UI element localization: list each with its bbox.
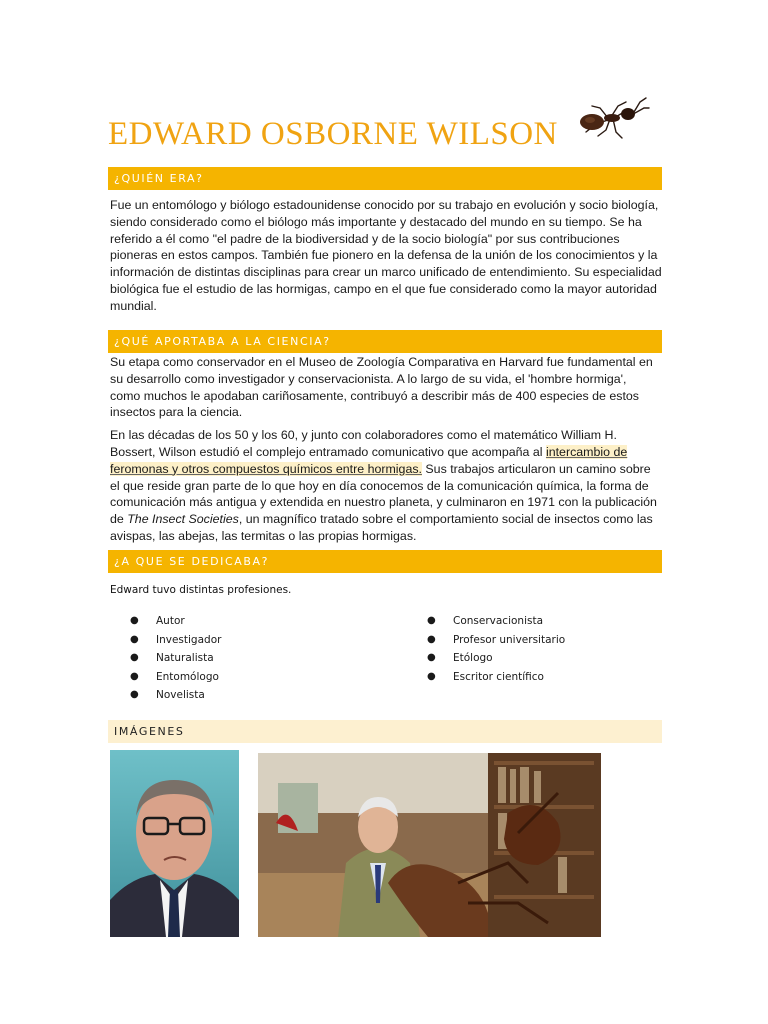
bullet-icon: ● (427, 615, 436, 626)
bullet-icon: ● (130, 615, 139, 626)
science-paragraph-1: Su etapa como conservador en el Museo de Zoología Comparativa en Harvard fue fundamental en su desarrollo como investigador y conservacionista. A lo largo de su vida, el 'hombre hormiga', como muchos le apodaban cariñosamente, contribuyó a describir más de 400 especies de estos insectos para la ciencia. (110, 355, 653, 420)
science-paragraphs (110, 354, 660, 545)
bullet-icon: ● (427, 652, 436, 663)
bullet-icon: ● (130, 670, 139, 682)
ant-icon (578, 94, 650, 140)
professions-list-left (130, 612, 221, 705)
list-item: ● Etólogo (427, 649, 565, 668)
list-item: ● Entomólogo (130, 668, 221, 687)
science-paragraph-2 (110, 427, 660, 545)
section-heading-who: ¿QUIÉN ERA? (108, 167, 662, 190)
bullet-icon: ● (130, 633, 139, 645)
section-heading-science: ¿QUÉ APORTABA A LA CIENCIA? (108, 330, 662, 353)
pheromone-link[interactable]: intercambio de feromonas y otros compuestos químicos entre hormigas. (110, 444, 628, 476)
science-text-b: Sus trabajos articularon un camino sobre el que reside gran parte de lo que hoy en día conocemos de la comunicación química, la forma de comunicación más antigua y extendida en nuestro planeta, y culminaron en 1971 con la publicación de (110, 461, 657, 527)
list-item: ● Conservacionista (427, 612, 565, 631)
bullet-icon: ● (427, 633, 436, 645)
list-item: ● Investigador (130, 631, 221, 650)
science-text-a: En las décadas de los 50 y los 60, y junto con colaboradores como el matemático William H. Bossert, Wilson estudió el complejo entramado comunicativo que acompaña al (110, 428, 617, 459)
list-item: ● Naturalista (130, 649, 221, 668)
list-item: ● Escritor científico (427, 668, 565, 687)
bullet-icon: ● (130, 652, 139, 663)
page-title: EDWARD OSBORNE WILSON (108, 116, 558, 152)
office-photo (258, 753, 601, 937)
list-item: ● Profesor universitario (427, 631, 565, 650)
section-heading-work: ¿A QUE SE DEDICABA? (108, 550, 662, 573)
science-text-c: , un magnífico tratado sobre el comportamiento social de insectos como las avispas, las abejas, las termitas o las propias hormigas. (110, 512, 653, 543)
bullet-icon: ● (130, 689, 139, 700)
professions-intro: Edward tuvo distintas profesiones. (110, 584, 292, 596)
book-title: The Insect Societies (127, 512, 239, 527)
bullet-icon: ● (427, 670, 436, 682)
who-paragraph (110, 197, 662, 315)
section-heading-images: IMÁGENES (108, 720, 662, 743)
professions-list-right (427, 612, 565, 686)
list-item: ● Autor (130, 612, 221, 631)
portrait-photo (110, 750, 239, 937)
list-item: ● Novelista (130, 686, 221, 705)
who-text: Fue un entomólogo y biólogo estadounidense conocido por su trabajo en evolución y socio biología, siendo considerado como el biólogo más importante y destacado del mundo en su tiempo. Se ha referido a él como "el padre de la biodiversidad y de la socio biología" por sus contribuciones pioneras en estos campos. También fue pionero en la defensa de la unión de los conocimientos y la información de distintas disciplinas para crear un marco unificado de entendimiento. Su especialidad biológica fue el estudio de las hormigas, campo en el que fue considerado como la mayor autoridad mundial. (110, 198, 662, 313)
